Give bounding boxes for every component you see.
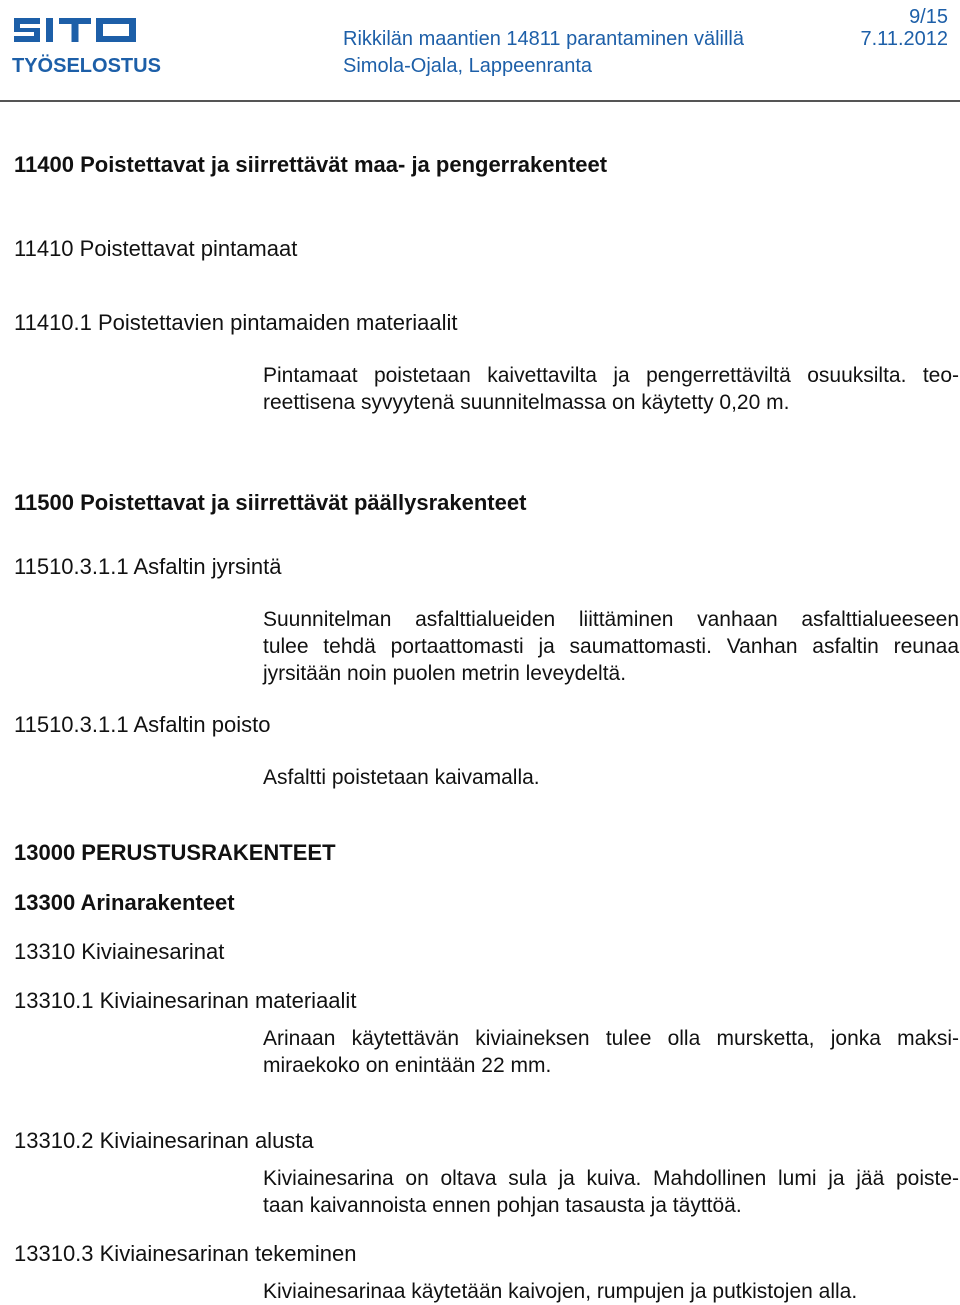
paragraph-11510-poisto: Asfaltti poistetaan kaivamalla. [263,766,540,789]
heading-13310-3: 13310.3 Kiviainesarinan tekeminen [14,1241,357,1266]
paragraph-13310-1 [263,1025,959,1079]
paragraph-11410-1 [263,362,959,416]
heading-13310: 13310 Kiviainesarinat [14,939,225,964]
heading-13300: 13300 Arinarakenteet [14,890,235,915]
paragraph-line: Pintamaat poistetaan kaivettavilta ja pengerrettäviltä osuuksilta. teo- [263,364,959,387]
heading-11410-1: 11410.1 Poistettavien pintamaiden materiaalit [14,310,458,335]
paragraph-11510-jyrsinta [263,606,959,687]
project-title-line2: Simola-Ojala, Lappeenranta [343,55,593,77]
sito-logo-mark [12,12,147,48]
heading-13000: 13000 PERUSTUSRAKENTEET [14,840,336,865]
paragraph-line: tulee tehdä portaattomasti ja saumattomasti. Vanhan asfaltin reunaa [263,635,959,658]
project-title-line1: Rikkilän maantien 14811 parantaminen välillä [343,28,744,50]
paragraph-13310-3: Kiviainesarinaa käytetään kaivojen, rumpujen ja putkistojen alla. [263,1280,858,1303]
heading-11510-poisto: 11510.3.1.1 Asfaltin poisto [14,712,271,737]
doc-type: TYÖSELOSTUS [12,55,161,77]
page-number: 9/15 [909,6,948,28]
heading-11400: 11400 Poistettavat ja siirrettävät maa- ja pengerrakenteet [14,152,608,177]
doc-date: 7.11.2012 [860,28,948,50]
paragraph-line: reettisena syvyytenä suunnitelmassa on käytetty 0,20 m. [263,391,790,414]
paragraph-line: taan kaivannoista ennen pohjan tasausta ja täyttöä. [263,1194,742,1217]
paragraph-line: Kiviainesarina on oltava sula ja kuiva. Mahdollinen lumi ja jää poiste- [263,1167,959,1190]
paragraph-13310-2 [263,1165,959,1219]
heading-11500: 11500 Poistettavat ja siirrettävät päällysrakenteet [14,490,527,515]
paragraph-line: jyrsitään noin puolen metrin leveydeltä. [263,662,627,685]
heading-11510-jyrsinta: 11510.3.1.1 Asfaltin jyrsintä [14,554,282,579]
heading-13310-1: 13310.1 Kiviainesarinan materiaalit [14,988,357,1013]
heading-11410: 11410 Poistettavat pintamaat [14,236,298,261]
header-divider [0,100,960,102]
heading-13310-2: 13310.2 Kiviainesarinan alusta [14,1128,314,1153]
paragraph-line: Suunnitelman asfalttialueiden liittäminen vanhaan asfalttialueeseen [263,608,959,631]
paragraph-line: miraekoko on enintään 22 mm. [263,1054,552,1077]
sito-logo [12,12,147,53]
paragraph-line: Arinaan käytettävän kiviaineksen tulee olla mursketta, jonka maksi- [263,1027,959,1050]
